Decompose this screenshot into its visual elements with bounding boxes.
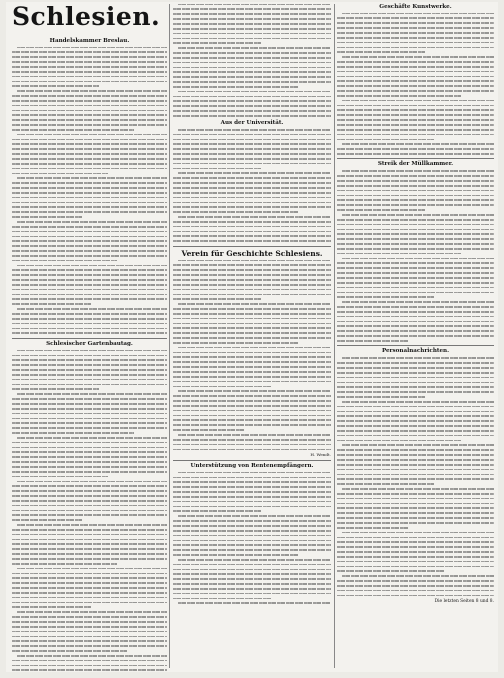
article-body — [12, 348, 167, 672]
section-divider — [173, 460, 331, 461]
column-2 — [173, 2, 331, 672]
text-line — [173, 113, 331, 118]
section-title: Streik der Müllkammer. — [377, 161, 454, 168]
article-body — [173, 2, 331, 118]
article-body — [173, 258, 331, 452]
text-line — [12, 331, 167, 336]
section-title: Schlesischer Gartenbautag. — [46, 340, 133, 347]
section-title: Verein für Geschichte Schlesiens. — [181, 248, 323, 258]
text-line — [173, 447, 331, 452]
byline: H. Wendt. — [310, 451, 331, 457]
text-line — [337, 338, 494, 343]
text-line — [337, 593, 494, 598]
column-1 — [12, 36, 167, 672]
text-line — [173, 239, 331, 244]
text-line — [337, 151, 494, 156]
text-line — [173, 601, 331, 606]
masthead: Schlesien. — [12, 2, 161, 31]
newspaper-page — [6, 2, 498, 672]
section-title: Unterstützung von Rentenempfängern. — [190, 462, 314, 469]
continuation-note: Die letzten Seiten 8 und 8. — [434, 598, 494, 604]
section-title: Aus der Universität. — [220, 119, 284, 126]
article-body — [337, 356, 494, 598]
article-body — [173, 127, 331, 243]
section-divider — [337, 158, 494, 159]
article-body — [337, 169, 494, 343]
section-title: Geschäfte Kunstwerke. — [379, 3, 452, 10]
section-title: Handelskammer Breslau. — [49, 37, 130, 44]
article-body — [173, 470, 331, 606]
section-divider — [173, 246, 331, 247]
text-line — [12, 668, 167, 672]
column-rule — [169, 4, 170, 668]
article-body — [12, 45, 167, 336]
section-title: Personalnachrichten. — [381, 348, 450, 355]
section-divider — [337, 345, 494, 346]
article-body — [337, 11, 494, 156]
column-3 — [337, 2, 494, 672]
section-divider — [12, 338, 167, 339]
column-rule — [334, 4, 335, 668]
